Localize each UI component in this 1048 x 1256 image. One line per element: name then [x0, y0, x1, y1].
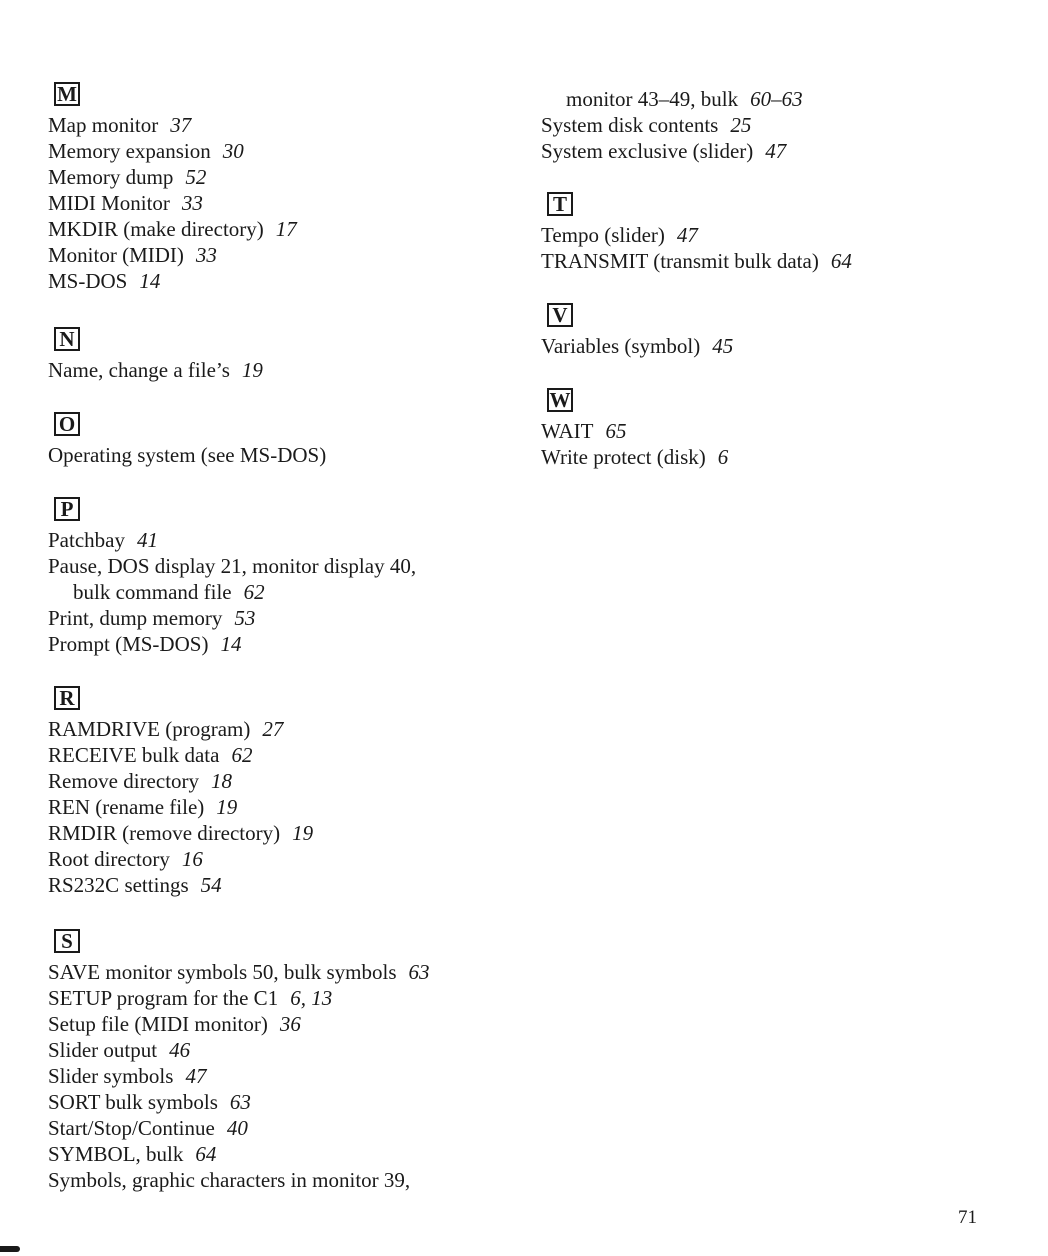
index-entry: Prompt (MS-DOS) 14 — [48, 632, 242, 656]
index-entry: Root directory 16 — [48, 847, 203, 871]
index-entry: Tempo (slider) 47 — [541, 223, 698, 247]
letter-heading-t: T — [547, 192, 573, 216]
index-entry: REN (rename file) 19 — [48, 795, 238, 819]
index-entry: MKDIR (make directory) 17 — [48, 217, 297, 241]
scan-edge-mark — [0, 1246, 20, 1252]
letter-heading-p: P — [54, 497, 80, 521]
index-entry: TRANSMIT (transmit bulk data) 64 — [541, 249, 852, 273]
index-entry: System disk contents 25 — [541, 113, 752, 137]
index-entry: WAIT 65 — [541, 419, 627, 443]
index-entry: Name, change a file’s 19 — [48, 358, 263, 382]
section-w — [541, 388, 728, 470]
section-s-continued — [541, 86, 803, 164]
letter-heading-r: R — [54, 686, 80, 710]
index-entry: Variables (symbol) 45 — [541, 334, 734, 358]
index-entry: Print, dump memory 53 — [48, 606, 256, 630]
index-entry: Remove directory 18 — [48, 769, 233, 793]
index-entry: Slider symbols 47 — [48, 1064, 207, 1088]
index-entry: RAMDRIVE (program) 27 — [48, 717, 284, 741]
index-entry: RECEIVE bulk data 62 — [48, 743, 253, 767]
index-entry: Start/Stop/Continue 40 — [48, 1116, 248, 1140]
index-entry: System exclusive (slider) 47 — [541, 139, 787, 163]
index-entry: Memory expansion 30 — [48, 139, 244, 163]
letter-heading-s: S — [54, 929, 80, 953]
index-entry: Monitor (MIDI) 33 — [48, 243, 217, 267]
letter-heading-m: M — [54, 82, 80, 106]
index-entry: Slider output 46 — [48, 1038, 191, 1062]
index-entry: MS-DOS 14 — [48, 269, 161, 293]
index-entry: SYMBOL, bulk 64 — [48, 1142, 217, 1166]
section-s — [48, 929, 430, 1193]
index-entry: Write protect (disk) 6 — [541, 445, 729, 469]
letter-heading-v: V — [547, 303, 573, 327]
page-number: 71 — [958, 1207, 977, 1228]
index-entry: Operating system (see MS-DOS) — [48, 443, 327, 467]
index-entry: Memory dump 52 — [48, 165, 207, 189]
index-entry-continuation: monitor 43–49, bulk 60–63 — [566, 87, 803, 111]
index-entry: MIDI Monitor 33 — [48, 191, 203, 215]
index-entry: Setup file (MIDI monitor) 36 — [48, 1012, 301, 1036]
index-entry: Symbols, graphic characters in monitor 39, — [48, 1168, 411, 1192]
index-entry: RMDIR (remove directory) 19 — [48, 821, 314, 845]
section-p — [48, 497, 416, 657]
letter-heading-w: W — [547, 388, 573, 412]
section-r — [48, 686, 313, 898]
section-t — [541, 192, 852, 274]
section-m — [48, 82, 297, 294]
letter-heading-n: N — [54, 327, 80, 351]
index-entry: Map monitor 37 — [48, 113, 192, 137]
index-entry: Patchbay 41 — [48, 528, 158, 552]
index-entry: SETUP program for the C1 6, 13 — [48, 986, 333, 1010]
index-entry: SORT bulk symbols 63 — [48, 1090, 251, 1114]
index-entry: Pause, DOS display 21, monitor display 40, — [48, 554, 417, 578]
letter-heading-o: O — [54, 412, 80, 436]
index-entry: RS232C settings 54 — [48, 873, 222, 897]
section-v — [541, 303, 733, 359]
index-entry-continuation: bulk command file 62 — [73, 580, 265, 604]
section-o — [48, 412, 326, 468]
index-entry: SAVE monitor symbols 50, bulk symbols 63 — [48, 960, 430, 984]
section-n — [48, 327, 263, 383]
